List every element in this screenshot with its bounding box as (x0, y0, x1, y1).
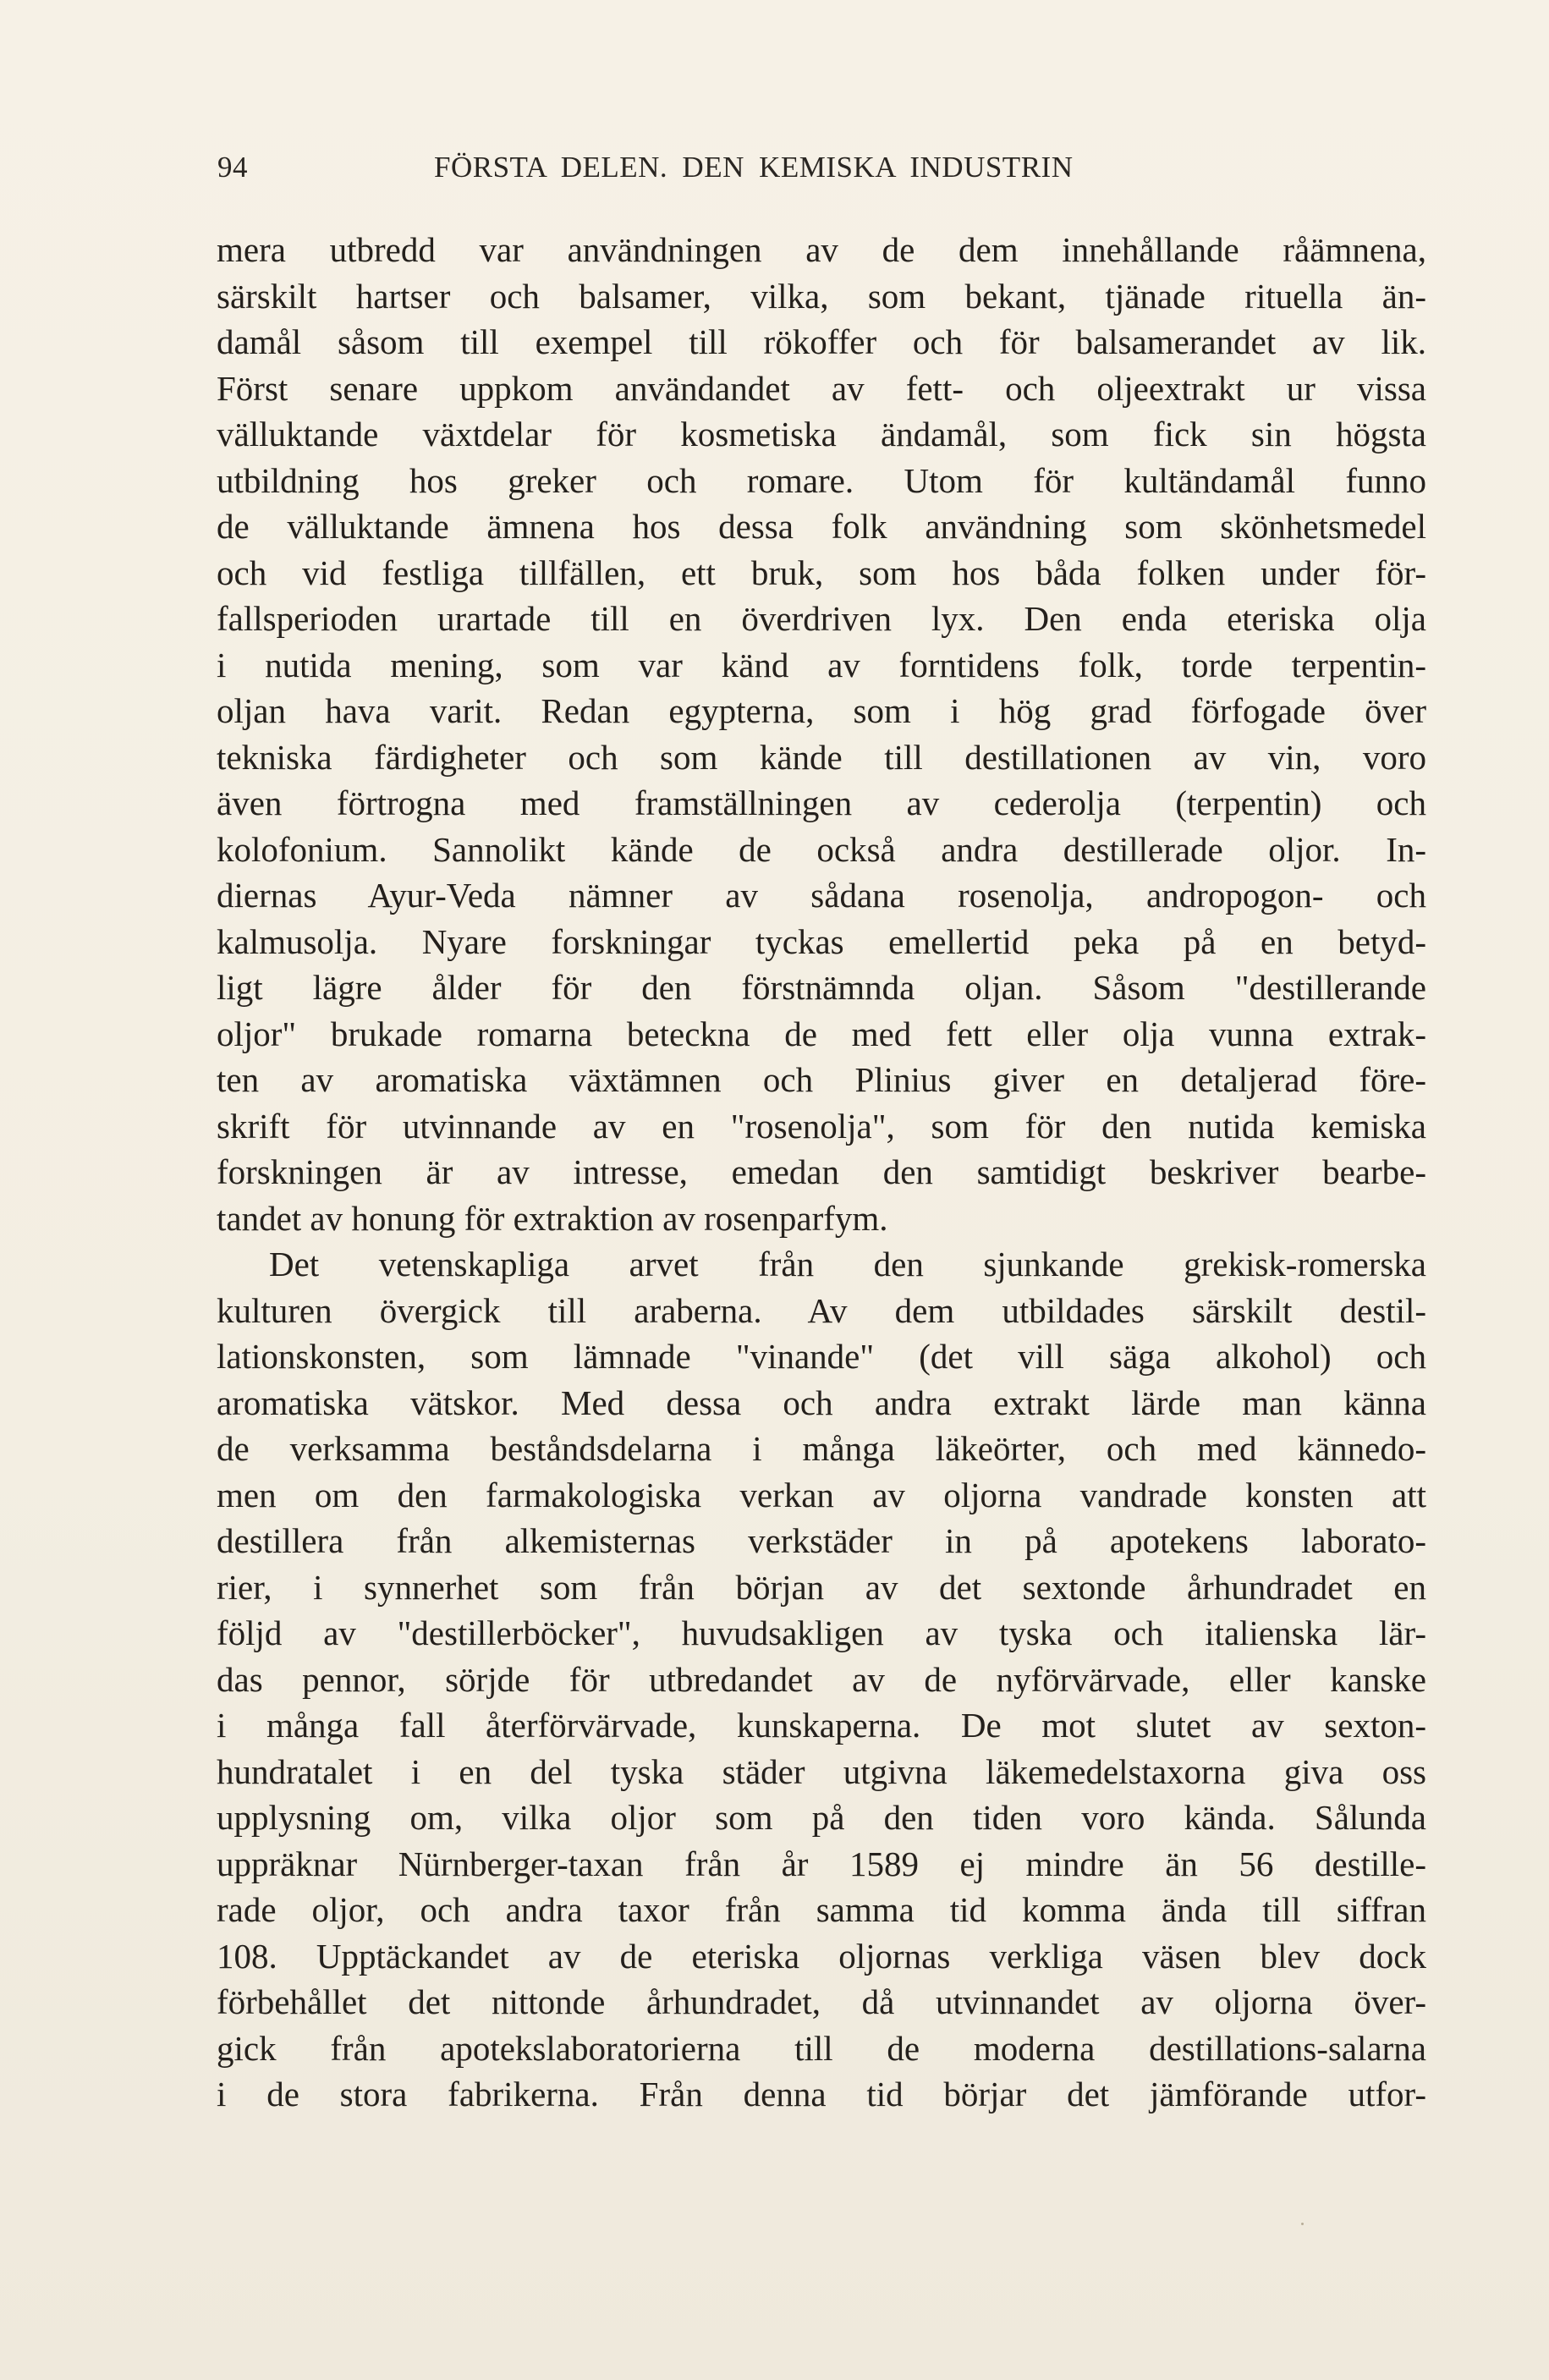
text-line: kolofonium. Sannolikt kände de också andra destillerade oljor. In- (217, 829, 1426, 869)
text-line: ligt lägre ålder för den förstnämnda oljan. Såsom "destillerande (217, 968, 1426, 1007)
text-line: upplysning om, vilka oljor som på den tiden voro kända. Sålunda (217, 1798, 1426, 1837)
text-line: aromatiska vätskor. Med dessa och andra extrakt lärde man känna (217, 1382, 1426, 1422)
text-line: gick från apotekslaboratorierna till de moderna destillations-salarna (217, 2028, 1426, 2068)
page-header (217, 151, 1402, 193)
text-line: Först senare uppkom användandet av fett- och oljeextrakt ur vissa (217, 368, 1426, 408)
page-number: 94 (217, 151, 248, 184)
text-line: kulturen övergick till araberna. Av dem utbildades särskilt destil- (217, 1290, 1426, 1330)
text-line: utbildning hos greker och romare. Utom för kultändamål funno (217, 460, 1426, 500)
text-line: de välluktande ämnena hos dessa folk användning som skönhetsmedel (217, 507, 1426, 546)
text-line: och vid festliga tillfällen, ett bruk, som hos båda folken under för- (217, 552, 1426, 592)
text-line: särskilt hartser och balsamer, vilka, som bekant, tjänade rituella än- (217, 276, 1426, 316)
text-line: fallsperioden urartade till en överdriven lyx. Den enda eteriska olja (217, 599, 1426, 638)
text-line: oljor" brukade romarna beteckna de med fett eller olja vunna extrak- (217, 1014, 1426, 1053)
text-line: destillera från alkemisternas verkstäder in på apotekens laborato- (217, 1521, 1426, 1560)
text-line: i nutida mening, som var känd av forntidens folk, torde terpentin- (217, 645, 1426, 684)
text-line: de verksamma beståndsdelarna i många läkeörter, och med kännedo- (217, 1429, 1426, 1468)
text-line: uppräknar Nürnberger-taxan från år 1589 ej mindre än 56 destille- (217, 1844, 1426, 1883)
body-text (217, 227, 1426, 2118)
text-line: skrift för utvinnande av en "rosenolja", som för den nutida kemiska (217, 1106, 1426, 1146)
text-line: rier, i synnerhet som från början av det sextonde århundradet en (217, 1567, 1426, 1607)
text-line: tekniska färdigheter och som kände till destillationen av vin, voro (217, 737, 1426, 777)
text-line: mera utbredd var användningen av de dem innehållande råämnena, (217, 230, 1426, 269)
text-line: ten av aromatiska växtämnen och Plinius giver en detaljerad före- (217, 1060, 1426, 1099)
text-line: hundratalet i en del tyska städer utgivna läkemedelstaxorna giva oss (217, 1751, 1426, 1791)
text-line: lationskonsten, som lämnade "vinande" (det vill säga alkohol) och (217, 1337, 1426, 1376)
running-head: FÖRSTA DELEN. DEN KEMISKA INDUSTRIN (434, 151, 1074, 184)
text-line: das pennor, sörjde för utbredandet av de nyförvärvade, eller kanske (217, 1659, 1426, 1699)
text-line: damål såsom till exempel till rökoffer och för balsamerandet av lik. (217, 322, 1426, 361)
text-line: diernas Ayur-Veda nämner av sådana rosenolja, andropogon- och (217, 876, 1426, 915)
paragraph-start-line: Det vetenskapliga arvet från den sjunkande grekisk-romerska (269, 1245, 1426, 1283)
text-line: oljan hava varit. Redan egypterna, som i hög grad förfogade över (217, 691, 1426, 730)
text-line: i många fall återförvärvade, kunskaperna. De mot slutet av sexton- (217, 1706, 1426, 1745)
text-line: kalmusolja. Nyare forskningar tyckas emellertid peka på en betyd- (217, 921, 1426, 961)
text-line: i de stora fabrikerna. Från denna tid börjar det jämförande utfor- (217, 2075, 1426, 2113)
text-line: men om den farmakologiska verkan av oljorna vandrade konsten att (217, 1475, 1426, 1514)
text-line: rade oljor, och andra taxor från samma tid komma ända till siffran (217, 1890, 1426, 1929)
text-line: forskningen är av intresse, emedan den samtidigt beskriver bearbe- (217, 1152, 1426, 1191)
text-line: förbehållet det nittonde århundradet, då utvinnandet av oljorna över- (217, 1982, 1426, 2021)
text-line: även förtrogna med framställningen av cederolja (terpentin) och (217, 783, 1426, 822)
paper-speck (1301, 2223, 1304, 2225)
text-line: 108. Upptäckandet av de eteriska oljornas verkliga väsen blev dock (217, 1936, 1426, 1976)
text-line: följd av "destillerböcker", huvudsakligen av tyska och italienska lär- (217, 1613, 1426, 1652)
paragraph-end-line: tandet av honung för extraktion av rosenparfym. (217, 1198, 888, 1238)
text-line: välluktande växtdelar för kosmetiska ändamål, som fick sin högsta (217, 415, 1426, 453)
